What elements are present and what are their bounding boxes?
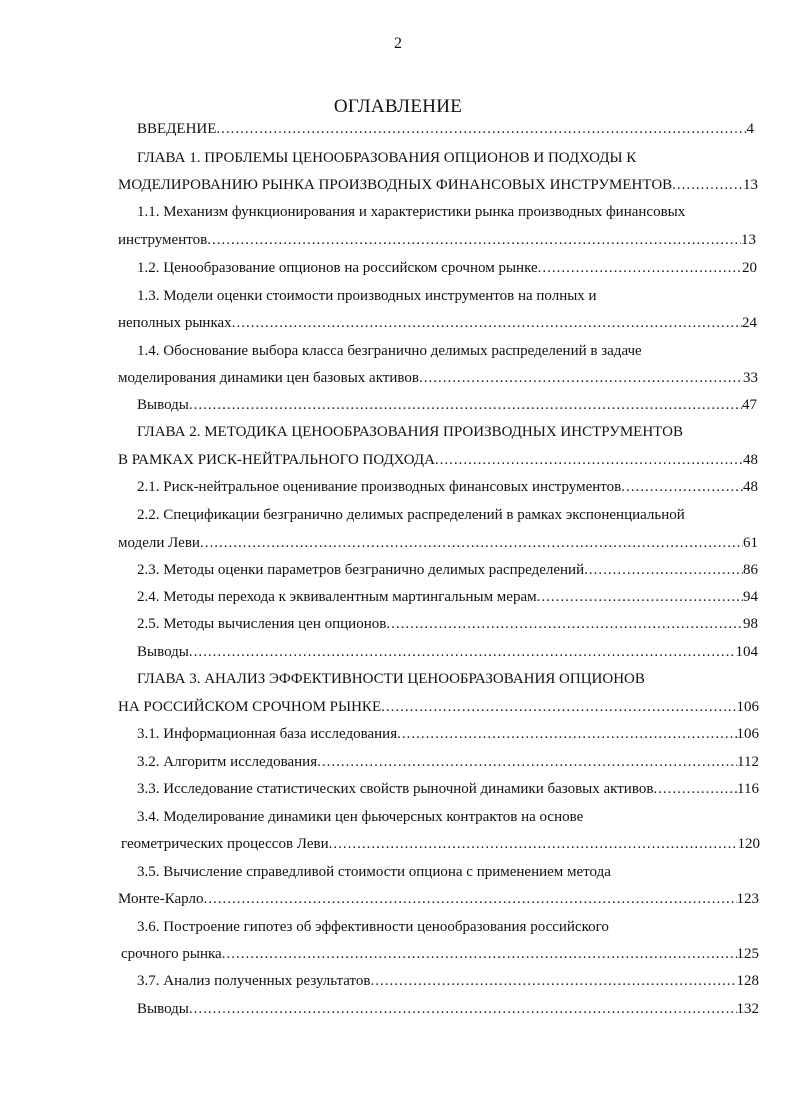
toc-entry-label: Выводы — [137, 1001, 189, 1017]
toc-entry-page: 20 — [742, 260, 757, 276]
toc-section-3-3[interactable] — [137, 778, 759, 800]
toc-entry-page: 106 — [736, 699, 759, 715]
toc-section-3-5[interactable] — [118, 888, 759, 910]
toc-section-3-5-title[interactable]: 3.5. Вычисление справедливой стоимости опциона с применением метода — [137, 864, 611, 880]
leader-dots — [584, 559, 743, 581]
toc-entry-label: 2.5. Методы вычисления цен опционов — [137, 616, 387, 632]
toc-entry-label: 3.2. Алгоритм исследования — [137, 754, 318, 770]
toc-entry-page: 120 — [737, 836, 760, 852]
toc-title: ОГЛАВЛЕНИЕ — [333, 96, 463, 117]
toc-entry-page: 13 — [741, 232, 756, 248]
leader-dots — [232, 312, 742, 334]
toc-entry-page: 61 — [743, 535, 758, 551]
toc-section-1-4-title[interactable]: 1.4. Обоснование выбора класса безгранично делимых распределений в задаче — [137, 343, 642, 359]
toc-section-1-3-title[interactable]: 1.3. Модели оценки стоимости производных инструментов на полных и — [137, 288, 597, 304]
leader-dots — [189, 998, 737, 1020]
leader-dots — [538, 257, 742, 279]
toc-entry-label: 2.3. Методы оценки параметров безгранично делимых распределений — [137, 562, 585, 578]
leader-dots — [216, 118, 746, 140]
toc-entry-label: геометрических процессов Леви — [121, 836, 329, 852]
leader-dots — [435, 449, 743, 471]
toc-section-3-4-title[interactable]: 3.4. Моделирование динамики цен фьючерсных контрактов на основе — [137, 809, 584, 825]
leader-dots — [397, 723, 736, 745]
toc-section-2-2[interactable] — [118, 532, 758, 554]
page-number: 2 — [394, 35, 402, 52]
toc-entry-label: Монте-Карло — [118, 891, 204, 907]
toc-chapter-1-title[interactable]: ГЛАВА 1. ПРОБЛЕМЫ ЦЕНООБРАЗОВАНИЯ ОПЦИОНОВ И ПОДХОДЫ К — [137, 150, 637, 166]
toc-entry-label: Выводы — [137, 644, 189, 660]
toc-section-3-6-title[interactable]: 3.6. Построение гипотез об эффективности ценообразования российского — [137, 919, 609, 935]
toc-section-2-5[interactable] — [137, 613, 758, 635]
toc-chapter-2[interactable] — [118, 449, 758, 471]
toc-section-3-7[interactable] — [137, 970, 759, 992]
toc-entry-page: 4 — [746, 121, 754, 137]
toc-section-3-1[interactable] — [137, 723, 759, 745]
toc-entry-page: 48 — [743, 452, 758, 468]
toc-chapter-2-title[interactable]: ГЛАВА 2. МЕТОДИКА ЦЕНООБРАЗОВАНИЯ ПРОИЗВОДНЫХ ИНСТРУМЕНТОВ — [137, 424, 683, 440]
toc-section-3-2[interactable] — [137, 751, 759, 773]
leader-dots — [222, 943, 737, 965]
toc-entry-page: 128 — [736, 973, 759, 989]
toc-entry-label: МОДЕЛИРОВАНИЮ РЫНКА ПРОИЗВОДНЫХ ФИНАНСОВЫХ ИНСТРУМЕНТОВ — [118, 177, 673, 193]
toc-entry-label: 3.7. Анализ полученных результатов — [137, 973, 371, 989]
toc-entry-label: Выводы — [137, 397, 189, 413]
toc-chapter-1[interactable] — [118, 174, 758, 196]
toc-entry-page: 13 — [743, 177, 758, 193]
toc-entry-label: модели Леви — [118, 535, 200, 551]
leader-dots — [381, 696, 736, 718]
toc-entry-label: ВВЕДЕНИЕ — [137, 121, 217, 137]
toc-section-3-4[interactable] — [121, 833, 760, 855]
toc-entry-label: срочного рынка — [121, 946, 222, 962]
toc-entry-page: 104 — [735, 644, 758, 660]
leader-dots — [537, 586, 743, 608]
toc-entry-page: 132 — [736, 1001, 759, 1017]
leader-dots — [419, 367, 743, 389]
leader-dots — [189, 641, 736, 663]
toc-section-1-2[interactable] — [137, 257, 757, 279]
toc-section-2-2-title[interactable]: 2.2. Спецификации безгранично делимых распределений в рамках экспоненциальной — [137, 507, 685, 523]
leader-dots — [203, 888, 736, 910]
toc-entry-label: 3.1. Информационная база исследования — [137, 726, 398, 742]
toc-entry-label: инструментов — [118, 232, 208, 248]
toc-entry-page: 47 — [742, 397, 757, 413]
leader-dots — [189, 394, 742, 416]
toc-entry-label: неполных рынках — [118, 315, 232, 331]
toc-section-1-4[interactable] — [118, 367, 758, 389]
toc-entry-intro[interactable] — [137, 118, 754, 140]
toc-entry-label: 2.4. Методы перехода к эквивалентным мартингальным мерам — [137, 589, 537, 605]
toc-entry-page: 106 — [736, 726, 759, 742]
leader-dots — [317, 751, 737, 773]
leader-dots — [207, 229, 741, 251]
toc-entry-page: 33 — [743, 370, 758, 386]
toc-entry-label: 3.3. Исследование статистических свойств рыночной динамики базовых активов — [137, 781, 654, 797]
toc-entry-page: 94 — [743, 589, 758, 605]
toc-chapter-2-conclusions[interactable] — [137, 641, 758, 663]
toc-entry-page: 86 — [743, 562, 758, 578]
leader-dots — [370, 970, 736, 992]
toc-section-2-1[interactable] — [137, 476, 758, 498]
toc-section-1-1-title[interactable]: 1.1. Механизм функционирования и характеристики рынка производных финансовых — [137, 204, 686, 220]
toc-section-1-1[interactable] — [118, 229, 756, 251]
leader-dots — [200, 532, 743, 554]
toc-section-3-6[interactable] — [121, 943, 759, 965]
toc-entry-page: 123 — [736, 891, 759, 907]
toc-chapter-3-conclusions[interactable] — [137, 998, 759, 1020]
leader-dots — [621, 476, 743, 498]
toc-entry-label: 2.1. Риск-нейтральное оценивание производных финансовых инструментов — [137, 479, 622, 495]
toc-entry-label: 1.2. Ценообразование опционов на российском срочном рынке — [137, 260, 538, 276]
toc-entry-page: 112 — [737, 754, 759, 770]
leader-dots — [653, 778, 737, 800]
toc-entry-page: 125 — [736, 946, 759, 962]
toc-chapter-3[interactable] — [118, 696, 759, 718]
leader-dots — [672, 174, 743, 196]
toc-entry-label: НА РОССИЙСКОМ СРОЧНОМ РЫНКЕ — [118, 699, 382, 715]
toc-section-1-3[interactable] — [118, 312, 757, 334]
toc-section-2-4[interactable] — [137, 586, 758, 608]
toc-chapter-3-title[interactable]: ГЛАВА 3. АНАЛИЗ ЭФФЕКТИВНОСТИ ЦЕНООБРАЗОВАНИЯ ОПЦИОНОВ — [137, 671, 645, 687]
toc-chapter-1-conclusions[interactable] — [137, 394, 757, 416]
toc-entry-page: 98 — [743, 616, 758, 632]
toc-section-2-3[interactable] — [137, 559, 758, 581]
toc-entry-page: 24 — [742, 315, 757, 331]
toc-entry-page: 48 — [743, 479, 758, 495]
toc-entry-page: 116 — [737, 781, 759, 797]
leader-dots — [329, 833, 738, 855]
toc-entry-label: моделирования динамики цен базовых активов — [118, 370, 419, 386]
toc-entry-label: В РАМКАХ РИСК-НЕЙТРАЛЬНОГО ПОДХОДА — [118, 452, 435, 468]
leader-dots — [386, 613, 743, 635]
